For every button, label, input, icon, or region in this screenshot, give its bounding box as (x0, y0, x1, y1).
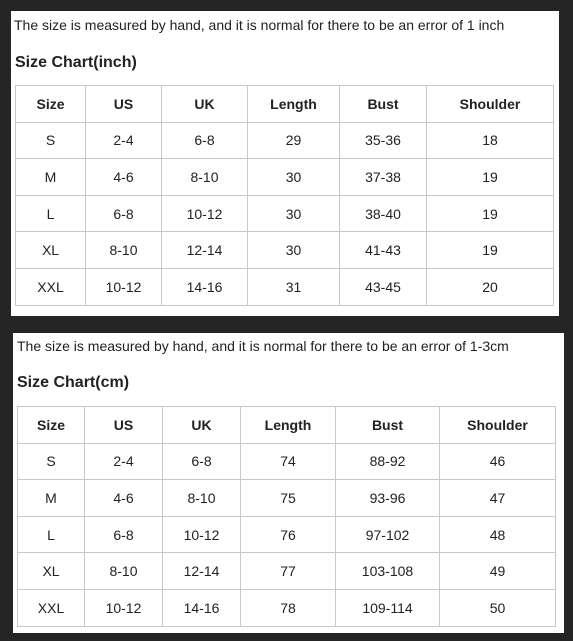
table-cell: 12-14 (162, 232, 248, 269)
table-cell: 77 (241, 553, 336, 590)
header-cell: Shoulder (440, 407, 556, 444)
table-cell: L (16, 195, 86, 232)
table-cell: 12-14 (163, 553, 241, 590)
table-cell: XXL (18, 589, 85, 626)
table-cell: 75 (241, 480, 336, 517)
header-cell: UK (162, 86, 248, 123)
table-cell: 78 (241, 589, 336, 626)
table-cell: 2-4 (86, 122, 162, 159)
table-cell: XL (16, 232, 86, 269)
table-row (18, 480, 556, 517)
table-row (16, 268, 554, 305)
table-cell: M (16, 159, 86, 196)
table-cell: 88-92 (336, 443, 440, 480)
table-cell: 35-36 (340, 122, 427, 159)
header-cell: Bust (340, 86, 427, 123)
table-cell: 8-10 (163, 480, 241, 517)
size-table (17, 406, 556, 627)
table-cell: 43-45 (340, 268, 427, 305)
table-cell: 41-43 (340, 232, 427, 269)
table-cell: 30 (248, 232, 340, 269)
size-chart-inch-card (11, 11, 559, 316)
table-cell: 50 (440, 589, 556, 626)
table-cell: 37-38 (340, 159, 427, 196)
header-row (16, 86, 554, 123)
table-cell: 19 (427, 232, 554, 269)
table-cell: 14-16 (162, 268, 248, 305)
table-cell: 30 (248, 159, 340, 196)
header-cell: UK (163, 407, 241, 444)
table-row (18, 516, 556, 553)
table-cell: 103-108 (336, 553, 440, 590)
size-table (15, 85, 554, 306)
table-row (16, 122, 554, 159)
table-cell: 10-12 (163, 516, 241, 553)
table-cell: 31 (248, 268, 340, 305)
table-cell: 18 (427, 122, 554, 159)
table-cell: S (18, 443, 85, 480)
size-chart-cm-card (13, 333, 564, 633)
table-cell: 6-8 (85, 516, 163, 553)
table-cell: 38-40 (340, 195, 427, 232)
chart-title: Size Chart(inch) (15, 54, 137, 71)
table-row (18, 589, 556, 626)
table-cell: 93-96 (336, 480, 440, 517)
table-cell: 8-10 (85, 553, 163, 590)
table-cell: 29 (248, 122, 340, 159)
header-cell: US (85, 407, 163, 444)
table-cell: 10-12 (85, 589, 163, 626)
header-row (18, 407, 556, 444)
table-cell: XL (18, 553, 85, 590)
table-cell: 46 (440, 443, 556, 480)
measurement-note: The size is measured by hand, and it is normal for there to be an error of 1 inch (14, 17, 505, 33)
table-cell: 4-6 (86, 159, 162, 196)
header-cell: Bust (336, 407, 440, 444)
table-cell: L (18, 516, 85, 553)
table-cell: 10-12 (162, 195, 248, 232)
table-cell: 8-10 (162, 159, 248, 196)
table-row (18, 553, 556, 590)
table-cell: 76 (241, 516, 336, 553)
table-cell: S (16, 122, 86, 159)
table-cell: 20 (427, 268, 554, 305)
table-cell: 97-102 (336, 516, 440, 553)
table-cell: 6-8 (163, 443, 241, 480)
table-cell: 6-8 (162, 122, 248, 159)
table-cell: 48 (440, 516, 556, 553)
table-cell: 4-6 (85, 480, 163, 517)
table-cell: 74 (241, 443, 336, 480)
table-cell: 14-16 (163, 589, 241, 626)
table-cell: 47 (440, 480, 556, 517)
table-cell: 6-8 (86, 195, 162, 232)
table-cell: 109-114 (336, 589, 440, 626)
table-row (16, 195, 554, 232)
header-cell: Length (241, 407, 336, 444)
table-cell: 19 (427, 195, 554, 232)
header-cell: US (86, 86, 162, 123)
table-cell: XXL (16, 268, 86, 305)
table-row (16, 159, 554, 196)
table-row (18, 443, 556, 480)
table-cell: 10-12 (86, 268, 162, 305)
header-cell: Length (248, 86, 340, 123)
table-cell: 8-10 (86, 232, 162, 269)
header-cell: Shoulder (427, 86, 554, 123)
table-cell: 30 (248, 195, 340, 232)
table-cell: 49 (440, 553, 556, 590)
measurement-note: The size is measured by hand, and it is normal for there to be an error of 1-3cm (17, 338, 509, 354)
table-row (16, 232, 554, 269)
table-cell: M (18, 480, 85, 517)
table-cell: 19 (427, 159, 554, 196)
chart-title: Size Chart(cm) (17, 374, 130, 391)
header-cell: Size (18, 407, 85, 444)
header-cell: Size (16, 86, 86, 123)
table-cell: 2-4 (85, 443, 163, 480)
